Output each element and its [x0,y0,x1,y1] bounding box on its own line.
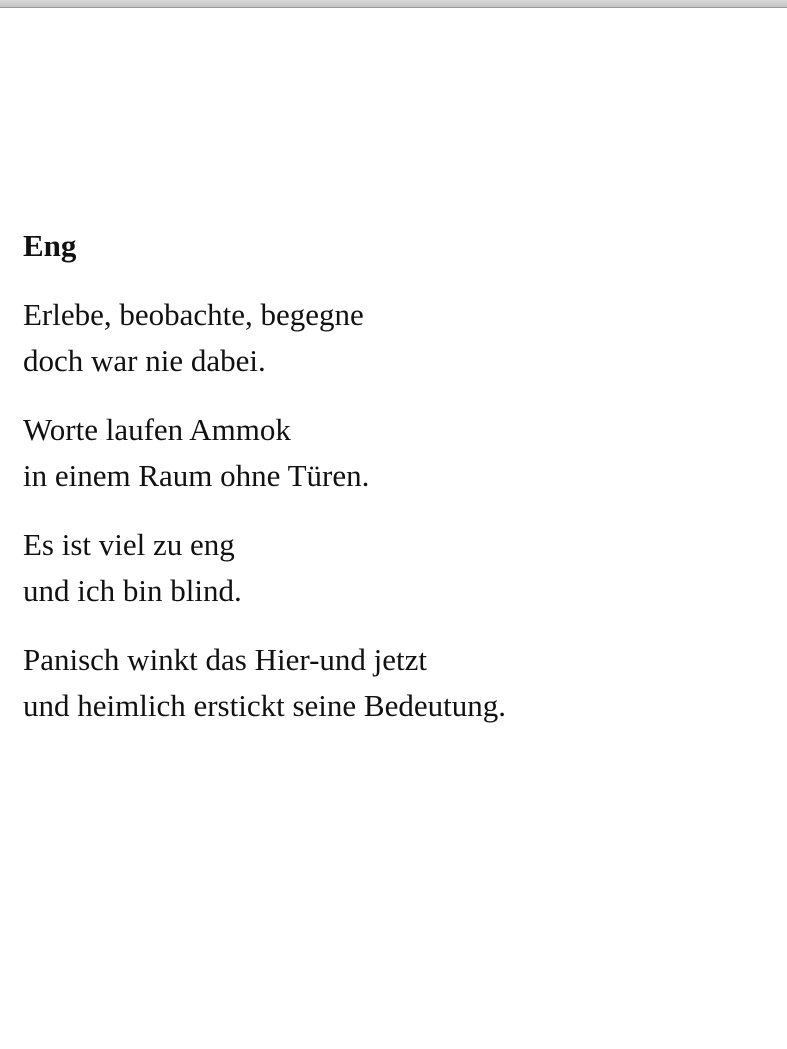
poem-line: und heimlich erstickt seine Bedeutung. [23,688,506,723]
stanza-3 [23,522,763,614]
poem-line: Es ist viel zu eng [23,527,235,562]
poem-line: in einem Raum ohne Türen. [23,458,370,493]
poem-line: Panisch winkt das Hier-und jetzt [23,642,428,677]
poem [23,226,763,752]
poem-line: Erlebe, beobachte, begegne [23,297,364,332]
window-top-edge [0,0,787,8]
stanza-4 [23,637,763,729]
stanza-2 [23,407,763,499]
stanza-1 [23,292,763,384]
poem-line: doch war nie dabei. [23,343,266,378]
poem-title: Eng [23,228,77,263]
poem-line: Worte laufen Ammok [23,412,291,447]
poem-line: und ich bin blind. [23,573,242,608]
